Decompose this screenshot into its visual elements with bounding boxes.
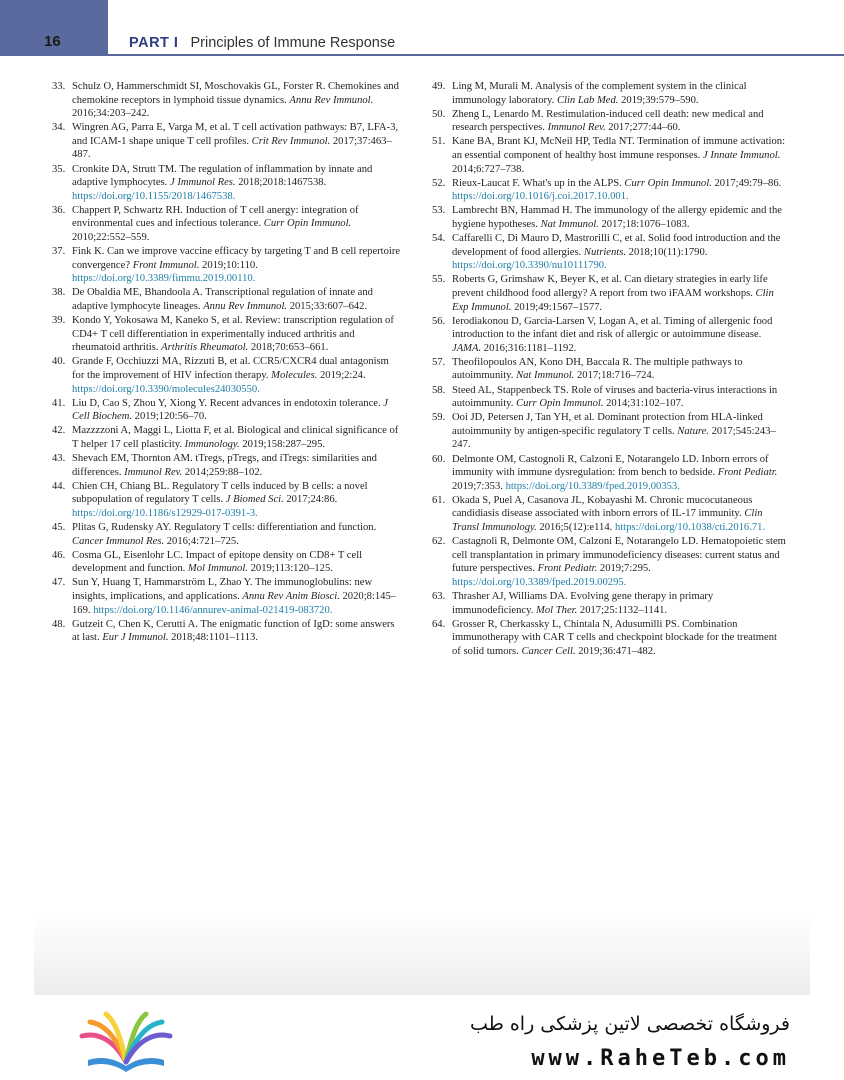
reference-entry: [432, 204, 788, 231]
doi-link[interactable]: https://doi.org/10.1155/2018/1467538.: [72, 190, 236, 202]
reference-citation: 2016;4:721–725.: [164, 535, 239, 547]
reference-number: 56.: [432, 315, 446, 327]
reference-authors-title: Plitas G, Rudensky AY. Regulatory T cells: differentiation and function.: [72, 522, 377, 533]
reference-authors-title: Chappert P, Schwartz RH. Induction of T cell anergy: integration of environmental cues and infectious tolerance.: [72, 204, 359, 230]
reference-number: 41.: [52, 397, 66, 409]
reference-authors-title: Grande F, Occhiuzzi MA, Rizzuti B, et al. CCR5/CXCR4 dual antagonism for the improvement of HIV infection therapy.: [72, 356, 389, 381]
reference-journal: Nature.: [677, 425, 709, 437]
reference-citation: 2018;2018:1467538.: [235, 177, 327, 189]
reference-authors-title: Kane BA, Brant KJ, McNeil HP, Tedla NT. Termination of immune activation: an essential component of healthy host immune responses.: [452, 136, 786, 161]
reference-authors-title: De Obaldia ME, Bhandoola A. Transcriptional regulation of innate and adaptive lymphocyte lineages.: [72, 287, 373, 312]
doi-link[interactable]: https://doi.org/10.3390/nu10111790.: [452, 260, 607, 272]
reference-entry: [52, 452, 402, 479]
reference-entry: [432, 384, 788, 411]
reference-number: 44.: [52, 480, 66, 492]
reference-number: 58.: [432, 384, 446, 396]
reference-text: [452, 274, 774, 312]
reference-number: 54.: [432, 233, 446, 245]
reference-journal: Mol Immunol.: [187, 563, 248, 575]
doi-link[interactable]: https://doi.org/10.1016/j.coi.2017.10.001.: [452, 191, 629, 203]
reference-text: [452, 412, 776, 450]
reference-authors-title: Roberts G, Grimshaw K, Beyer K, et al. Can dietary strategies in early life prevent childhood food allergy? A report from two iFAAM workshops.: [452, 274, 768, 299]
reference-entry: [52, 314, 402, 355]
page-header: [0, 0, 844, 58]
reference-text: [452, 81, 747, 106]
reference-journal: Mol Ther.: [536, 604, 578, 616]
reference-citation: 2010;22:552–559.: [72, 232, 150, 244]
reference-entry: [432, 411, 788, 452]
reference-journal: Annu Rev Immunol.: [203, 301, 288, 312]
reference-text: [72, 205, 359, 243]
reference-journal: Cancer Immunol Res.: [72, 535, 165, 547]
page-bottom-shadow: [34, 915, 810, 995]
reference-entry: [432, 108, 788, 135]
reference-journal: Annu Rev Anim Biosci.: [242, 590, 340, 602]
reference-number: 40.: [52, 356, 66, 368]
reference-number: 63.: [432, 590, 446, 602]
reference-authors-title: Fink K. Can we improve vaccine efficacy by targeting T and B cell repertoire convergence?: [72, 246, 401, 271]
reference-number: 57.: [432, 356, 446, 368]
part-label: PART I: [129, 35, 179, 51]
reference-text: [72, 164, 372, 202]
reference-authors-title: Wingren AG, Parra E, Varga M, et al. T cell activation pathways: B7, LFA-3, and ICAM-1 shape unique T cell profiles.: [72, 122, 399, 147]
reference-authors-title: Sun Y, Huang T, Hammarström L, Zhao Y. The immunoglobulins: new insights, implications, and applications.: [72, 577, 373, 602]
reference-entry: [432, 356, 788, 383]
doi-link[interactable]: https://doi.org/10.3390/molecules24030550.: [72, 383, 260, 395]
reference-citation: 2018;48:1101–1113.: [168, 632, 258, 644]
reference-text: [452, 205, 782, 230]
reference-number: 62.: [432, 536, 446, 548]
reference-entry: [432, 232, 788, 273]
reference-entry: [52, 245, 402, 286]
reference-journal: Clin Transl Immunology.: [452, 508, 763, 533]
reference-entry: [52, 286, 402, 313]
reference-text: [72, 481, 368, 519]
reference-number: 46.: [52, 549, 66, 561]
reference-journal: Nat Immunol.: [516, 370, 575, 382]
reference-text: [72, 453, 377, 478]
reference-authors-title: Grosser R, Cherkassky L, Chintala N, Adusumilli PS. Combination immunotherapy with CAR T cells and checkpoint blockade for the treatment of solid tumors.: [452, 618, 777, 657]
doi-link[interactable]: https://doi.org/10.1186/s12929-017-0391-3.: [72, 507, 258, 519]
reference-entry: [52, 80, 402, 121]
reference-text: [72, 425, 398, 450]
reference-number: 53.: [432, 205, 446, 217]
doi-link[interactable]: https://doi.org/10.3389/fped.2019.00353.: [505, 480, 680, 492]
reference-journal: JAMA.: [452, 342, 482, 354]
reference-number: 34.: [52, 122, 66, 134]
reference-text: [452, 233, 780, 271]
reference-citation: 2015;33:607–642.: [287, 301, 368, 312]
reference-journal: Curr Opin Immunol.: [516, 398, 604, 410]
reference-authors-title: Delmonte OM, Castognoli R, Calzoni E, Notarangelo LD. Inborn errors of immunity with immune dysregulation: from bench to bedside.: [452, 453, 769, 479]
reference-journal: J Cell Biochem.: [72, 397, 388, 423]
reference-number: 33.: [52, 81, 66, 92]
reference-authors-title: Lambrecht BN, Hammad H. The immunology of the allergy epidemic and the hygiene hypotheses.: [452, 205, 782, 230]
reference-authors-title: Liu D, Cao S, Zhou Y, Xiong Y. Recent advances in endotoxin tolerance.: [72, 397, 384, 409]
reference-journal: Cancer Cell.: [521, 645, 576, 657]
reference-citation: 2020;8:145–169.: [72, 590, 397, 616]
reference-number: 37.: [52, 246, 66, 258]
reference-authors-title: Mazzzzoni A, Maggi L, Liotta F, et al. Biological and clinical significance of T helper 17 cell plasticity.: [72, 425, 399, 450]
reference-text: [72, 81, 399, 119]
reference-journal: Clin Lab Med.: [556, 94, 619, 106]
reference-entry: [432, 273, 788, 314]
reference-citation: 2016;34:203–242.: [72, 108, 150, 120]
reference-citation: 2019;2:24.: [317, 369, 366, 381]
reference-journal: Immunol Rev.: [547, 122, 606, 134]
reference-text: [452, 316, 772, 354]
reference-number: 55.: [432, 274, 446, 286]
reference-number: 47.: [52, 577, 66, 589]
reference-number: 60.: [432, 453, 446, 465]
reference-citation: 2017;24:86.: [283, 494, 338, 506]
reference-text: [452, 454, 777, 492]
reference-number: 50.: [432, 108, 446, 120]
reference-text: [72, 356, 389, 394]
running-head: [129, 35, 395, 51]
reference-entry: [432, 80, 788, 107]
reference-citation: 2016;316:1181–1192.: [481, 342, 577, 354]
reference-journal: Eur J Immunol.: [102, 632, 169, 644]
reference-citation: 2016;5(12):e114.: [536, 522, 615, 533]
reference-entry: [52, 576, 402, 617]
reference-authors-title: Castagnoli R, Delmonte OM, Calzoni E, Notarangelo LD. Hematopoietic stem cell transplantation in primary immunodeficiency diseases: current status and future perspectives.: [452, 536, 786, 575]
reference-text: [452, 619, 777, 657]
reference-entry: [52, 121, 402, 162]
reference-entry: [52, 163, 402, 204]
reference-authors-title: Ling M, Murali M. Analysis of the complement system in the clinical immunology laboratory.: [452, 81, 747, 106]
reference-number: 48.: [52, 618, 66, 630]
reference-citation: 2014;259:88–102.: [182, 466, 263, 478]
reference-journal: Nat Immunol.: [540, 218, 599, 230]
reference-number: 35.: [52, 163, 66, 175]
doi-link[interactable]: https://doi.org/10.3389/fimmu.2019.00110.: [72, 273, 256, 285]
reference-entry: [432, 135, 788, 176]
reference-citation: 2019;49:1567–1577.: [511, 301, 603, 313]
reference-journal: Annu Rev Immunol.: [289, 94, 374, 106]
reference-citation: 2017;545:243–247.: [452, 425, 776, 451]
reference-citation: 2019;113:120–125.: [247, 563, 333, 575]
reference-journal: Arthritis Rheumatol.: [161, 342, 249, 354]
reference-text: [72, 550, 362, 575]
reference-citation: 2019;158:287–295.: [239, 438, 326, 450]
reference-authors-title: Ierodiakonou D, Garcia-Larsen V, Logan A, et al. Timing of allergenic food introduction to the infant diet and risk of allergic or autoimmune disease.: [452, 315, 773, 341]
reference-text: [452, 591, 713, 616]
reference-entry: [432, 453, 788, 494]
reference-number: 51.: [432, 136, 446, 148]
reference-entry: [432, 177, 788, 204]
reference-authors-title: Zheng L, Lenardo M. Restimulation-induced cell death: new medical and research perspectives.: [452, 108, 764, 134]
reference-text: [452, 178, 781, 203]
reference-entry: [52, 397, 402, 424]
reference-citation: 2019;7:353.: [452, 480, 506, 492]
reference-entry: [52, 424, 402, 451]
reference-authors-title: Cosma GL, Eisenlohr LC. Impact of epitope density on CD8+ T cell development and function.: [72, 549, 363, 575]
reference-authors-title: Rieux-Laucat F. What's up in the ALPS.: [452, 177, 625, 189]
reference-authors-title: Shevach EM, Thornton AM. tTregs, pTregs, and iTregs: similarities and differences.: [72, 453, 377, 478]
reference-text: [452, 385, 777, 410]
reference-number: 38.: [52, 287, 66, 299]
reference-citation: 2019;36:471–482.: [575, 645, 656, 657]
reference-citation: 2018;10(11):1790.: [626, 246, 708, 258]
reference-citation: 2017;37:463–487.: [72, 135, 392, 161]
reference-authors-title: Steed AL, Stappenbeck TS. Role of viruses and bacteria-virus interactions in autoimmunity.: [452, 384, 778, 410]
reference-entry: [52, 480, 402, 521]
reference-number: 43.: [52, 453, 66, 465]
reference-journal: Immunol Rev.: [124, 466, 183, 478]
reference-text: [72, 315, 394, 353]
reference-citation: 2019;10:110.: [199, 259, 258, 271]
reference-text: [72, 577, 396, 615]
reference-number: 64.: [432, 618, 446, 630]
reference-authors-title: Okada S, Puel A, Casanova JL, Kobayashi M. Chronic mucocutaneous candidiasis disease associated with inborn errors of IL-17 immunity.: [452, 494, 753, 520]
doi-link[interactable]: https://doi.org/10.1146/annurev-animal-021419-083720.: [93, 604, 333, 616]
book-logo-icon: [78, 1010, 174, 1074]
reference-authors-title: Cronkite DA, Strutt TM. The regulation of inflammation by innate and adaptive lymphocytes.: [72, 163, 373, 189]
reference-citation: 2014;6:727–738.: [452, 163, 525, 175]
reference-journal: Molecules.: [271, 369, 318, 381]
reference-citation: 2017;277:44–60.: [605, 122, 681, 134]
reference-authors-title: Kondo Y, Yokosawa M, Kaneko S, et al. Review: transcription regulation of CD4+ T cell differentiation in experimentally induced arthritis and rheumatoid arthritis.: [72, 315, 394, 354]
reference-authors-title: Theofilopoulos AN, Kono DH, Baccala R. The multiple pathways to autoimmunity.: [452, 356, 743, 382]
references-column-right: [432, 80, 788, 659]
reference-number: 49.: [432, 81, 446, 92]
chapter-title: Principles of Immune Response: [190, 35, 396, 51]
reference-authors-title: Caffarelli C, Di Mauro D, Mastrorilli C, et al. Solid food introduction and the development of food allergies.: [452, 233, 781, 258]
references-column-left: [52, 80, 402, 645]
reference-authors-title: Ooi JD, Petersen J, Tan YH, et al. Dominant protection from HLA-linked autoimmunity by antigen-specific regulatory T cells.: [452, 412, 763, 437]
reference-text: [72, 619, 395, 644]
shop-url: www.RaheTeb.com: [531, 1046, 790, 1071]
reference-journal: Crit Rev Immunol.: [251, 135, 331, 147]
reference-text: [452, 136, 785, 174]
reference-citation: 2017;18:1076–1083.: [598, 218, 690, 230]
reference-entry: [52, 204, 402, 245]
reference-journal: Front Immunol.: [132, 259, 200, 271]
reference-text: [72, 122, 398, 160]
reference-number: 59.: [432, 412, 446, 424]
reference-citation: 2019;7:295.: [597, 563, 651, 575]
reference-authors-title: Gutzeit C, Chen K, Cerutti A. The enigmatic function of IgD: some answers at last.: [72, 618, 395, 644]
reference-journal: J Innate Immunol.: [702, 149, 781, 161]
reference-number: 36.: [52, 204, 66, 216]
reference-citation: 2017;18:716–724.: [574, 370, 655, 382]
reference-entry: [52, 618, 402, 645]
page-number: 16: [44, 33, 61, 50]
reference-citation: 2019;39:579–590.: [618, 94, 699, 106]
header-rule: [108, 54, 844, 56]
reference-authors-title: Schulz O, Hammerschmidt SI, Moschovakis GL, Forster R. Chemokines and chemokine receptors in lymphoid tissue dynamics.: [72, 81, 399, 106]
reference-entry: [432, 618, 788, 659]
reference-number: 42.: [52, 425, 66, 437]
reference-journal: Clin Exp Immunol.: [452, 287, 774, 313]
reference-text: [452, 357, 743, 382]
reference-entry: [432, 590, 788, 617]
reference-citation: 2014;31:102–107.: [603, 398, 684, 410]
reference-journal: Curr Opin Immunol.: [624, 177, 712, 189]
reference-entry: [52, 549, 402, 576]
reference-journal: Curr Opin Immunol.: [263, 218, 352, 230]
reference-entry: [52, 355, 402, 396]
reference-number: 45.: [52, 522, 66, 533]
reference-entry: [52, 521, 402, 548]
reference-entry: [432, 494, 788, 535]
reference-entry: [432, 535, 788, 589]
reference-number: 52.: [432, 177, 446, 189]
reference-number: 61.: [432, 494, 446, 506]
reference-text: [72, 522, 376, 547]
reference-text: [452, 495, 765, 533]
reference-citation: 2019;120:56–70.: [132, 411, 207, 423]
reference-journal: Front Pediatr.: [717, 467, 778, 479]
reference-journal: Front Pediatr.: [537, 563, 598, 575]
reference-number: 39.: [52, 315, 66, 327]
doi-link[interactable]: https://doi.org/10.3389/fped.2019.00295.: [452, 576, 627, 588]
reference-citation: 2017;25:1132–1141.: [577, 604, 668, 616]
reference-authors-title: Thrasher AJ, Williams DA. Evolving gene therapy in primary immunodeficiency.: [452, 590, 714, 616]
reference-journal: Nutrients.: [583, 246, 626, 258]
reference-citation: 2017;49:79–86.: [711, 177, 782, 189]
reference-journal: Immunology.: [184, 438, 240, 450]
reference-journal: J Biomed Sci.: [225, 494, 284, 506]
reference-citation: 2018;70:653–661.: [248, 342, 329, 354]
reference-text: [452, 109, 764, 134]
reference-text: [72, 287, 373, 312]
shop-name: فروشگاه تخصصی لاتین پزشکی راه طب: [470, 1013, 790, 1035]
reference-text: [72, 246, 400, 284]
reference-text: [452, 536, 786, 588]
reference-entry: [432, 315, 788, 356]
doi-link[interactable]: https://doi.org/10.1038/cti.2016.71.: [614, 522, 766, 533]
reference-authors-title: Chien CH, Chiang BL. Regulatory T cells induced by B cells: a novel subpopulation of regulatory T cells.: [72, 480, 368, 506]
reference-text: [72, 398, 388, 423]
reference-journal: J Immunol Res.: [169, 177, 236, 189]
